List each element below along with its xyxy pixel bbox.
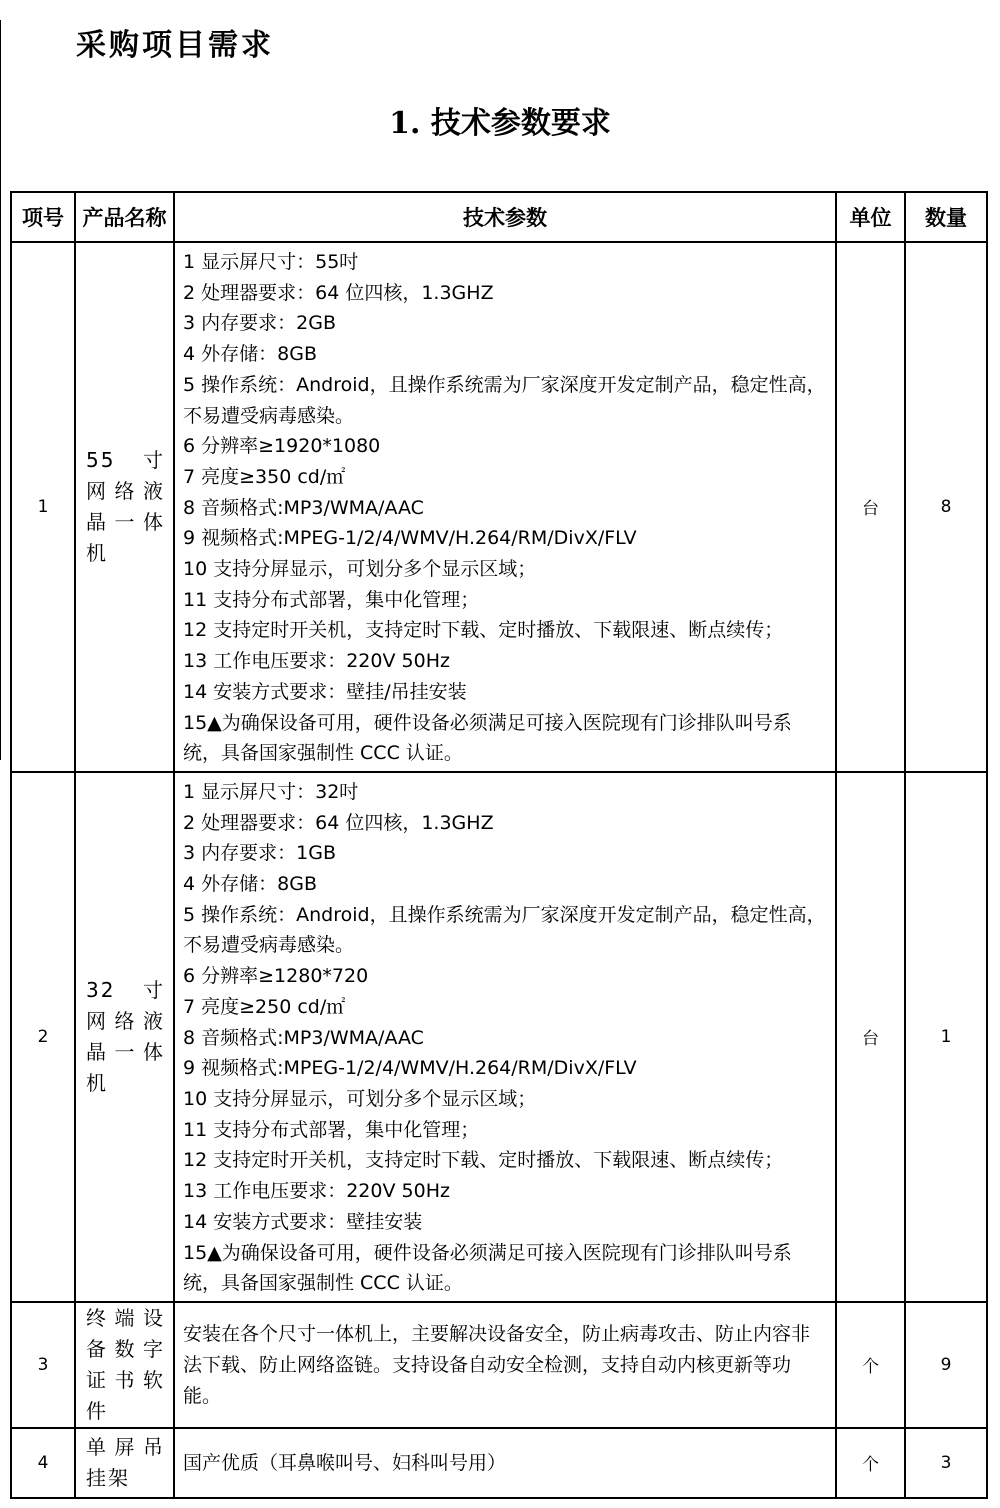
param-line: 1 显示屏尺寸：55吋 (183, 251, 359, 273)
row-product-name: 55 寸网络液晶一体机 (75, 242, 174, 772)
header-unit: 单位 (836, 192, 905, 242)
table-row (11, 1428, 987, 1498)
row-quantity: 8 (905, 242, 987, 772)
table-header-row (11, 192, 987, 242)
param-line: 2 处理器要求：64 位四核，1.3GHZ (183, 811, 494, 834)
param-line: 15▲为确保设备可用，硬件设备必须满足可接入医院现有门诊排队叫号系统，具备国家强制性 CCC 认证。 (183, 1241, 792, 1295)
row-unit: 台 (836, 772, 905, 1302)
row-unit: 个 (836, 1428, 905, 1498)
param-line: 10 支持分屏显示，可划分多个显示区域； (183, 558, 537, 581)
row-item-no: 3 (11, 1302, 75, 1428)
param-line: 3 内存要求：2GB (183, 312, 336, 335)
row-tech-params (174, 772, 836, 1302)
param-line: 5 操作系统：Android，且操作系统需为厂家深度开发定制产品，稳定性高，不易遭受病毒感染。 (183, 373, 826, 427)
header-item-no: 项号 (11, 192, 75, 242)
param-line: 12 支持定时开关机，支持定时下载、定时播放、下载限速、断点续传； (183, 1149, 784, 1172)
header-product-name: 产品名称 (75, 192, 174, 242)
section-title: 1. 技术参数要求 (389, 106, 611, 141)
table-row (11, 772, 987, 1302)
row-unit: 台 (836, 242, 905, 772)
param-line: 4 外存储：8GB (183, 343, 317, 366)
param-line: 9 视频格式:MPEG-1/2/4/WMV/H.264/RM/DivX/FLV (183, 1057, 637, 1080)
header-quantity: 数量 (905, 192, 987, 242)
row-product-name: 单屏吊挂架 (75, 1428, 174, 1498)
row-quantity: 9 (905, 1302, 987, 1428)
param-line: 13 工作电压要求：220V 50Hz (183, 650, 450, 673)
row-tech-params (174, 1302, 836, 1428)
param-line: 8 音频格式:MP3/WMA/AAC (183, 496, 424, 519)
row-item-no: 4 (11, 1428, 75, 1498)
param-line: 11 支持分布式部署，集中化管理； (183, 1118, 480, 1141)
param-line: 9 视频格式:MPEG-1/2/4/WMV/H.264/RM/DivX/FLV (183, 527, 637, 550)
header-tech-params: 技术参数 (174, 192, 836, 242)
param-line: 13 工作电压要求：220V 50Hz (183, 1180, 450, 1203)
param-line: 8 音频格式:MP3/WMA/AAC (183, 1026, 424, 1049)
param-line: 12 支持定时开关机，支持定时下载、定时播放、下载限速、断点续传； (183, 619, 784, 642)
spec-table (10, 191, 988, 1499)
row-unit: 个 (836, 1302, 905, 1428)
row-tech-params (174, 1428, 836, 1498)
row-product-name: 32 寸网络液晶一体机 (75, 772, 174, 1302)
param-line: 7 亮度≥250 cd/㎡ (183, 995, 346, 1018)
param-line: 14 安装方式要求：壁挂/吊挂安装 (183, 680, 467, 703)
param-line: 11 支持分布式部署，集中化管理； (183, 588, 480, 611)
param-line: 5 操作系统：Android，且操作系统需为厂家深度开发定制产品，稳定性高，不易遭受病毒感染。 (183, 903, 826, 957)
param-line: 10 支持分屏显示，可划分多个显示区域； (183, 1087, 537, 1110)
row-item-no: 2 (11, 772, 75, 1302)
document-heading: 采购项目需求 (76, 28, 274, 63)
param-line: 6 分辨率≥1920*1080 (183, 435, 381, 458)
table-row (11, 1302, 987, 1428)
param-line: 6 分辨率≥1280*720 (183, 965, 369, 988)
row-quantity: 1 (905, 772, 987, 1302)
param-line: 国产优质（耳鼻喉叫号、妇科叫号用） (183, 1452, 507, 1475)
param-line: 安装在各个尺寸一体机上，主要解决设备安全，防止病毒攻击、防止内容非法下载、防止网络盗链。支持设备自动安全检测，支持自动内核更新等功能。 (183, 1323, 811, 1408)
table-row (11, 242, 987, 772)
param-line: 15▲为确保设备可用，硬件设备必须满足可接入医院现有门诊排队叫号系统，具备国家强制性 CCC 认证。 (183, 711, 792, 765)
param-line: 14 安装方式要求：壁挂安装 (183, 1210, 423, 1233)
param-line: 3 内存要求：1GB (183, 842, 336, 865)
row-tech-params (174, 242, 836, 772)
row-product-name: 终端设备数字证书软件 (75, 1302, 174, 1428)
param-line: 1 显示屏尺寸：32吋 (183, 780, 359, 803)
param-line: 4 外存储：8GB (183, 873, 317, 896)
param-line: 7 亮度≥350 cd/㎡ (183, 465, 346, 488)
row-item-no: 1 (11, 242, 75, 772)
param-line: 2 处理器要求：64 位四核，1.3GHZ (183, 281, 494, 304)
row-quantity: 3 (905, 1428, 987, 1498)
